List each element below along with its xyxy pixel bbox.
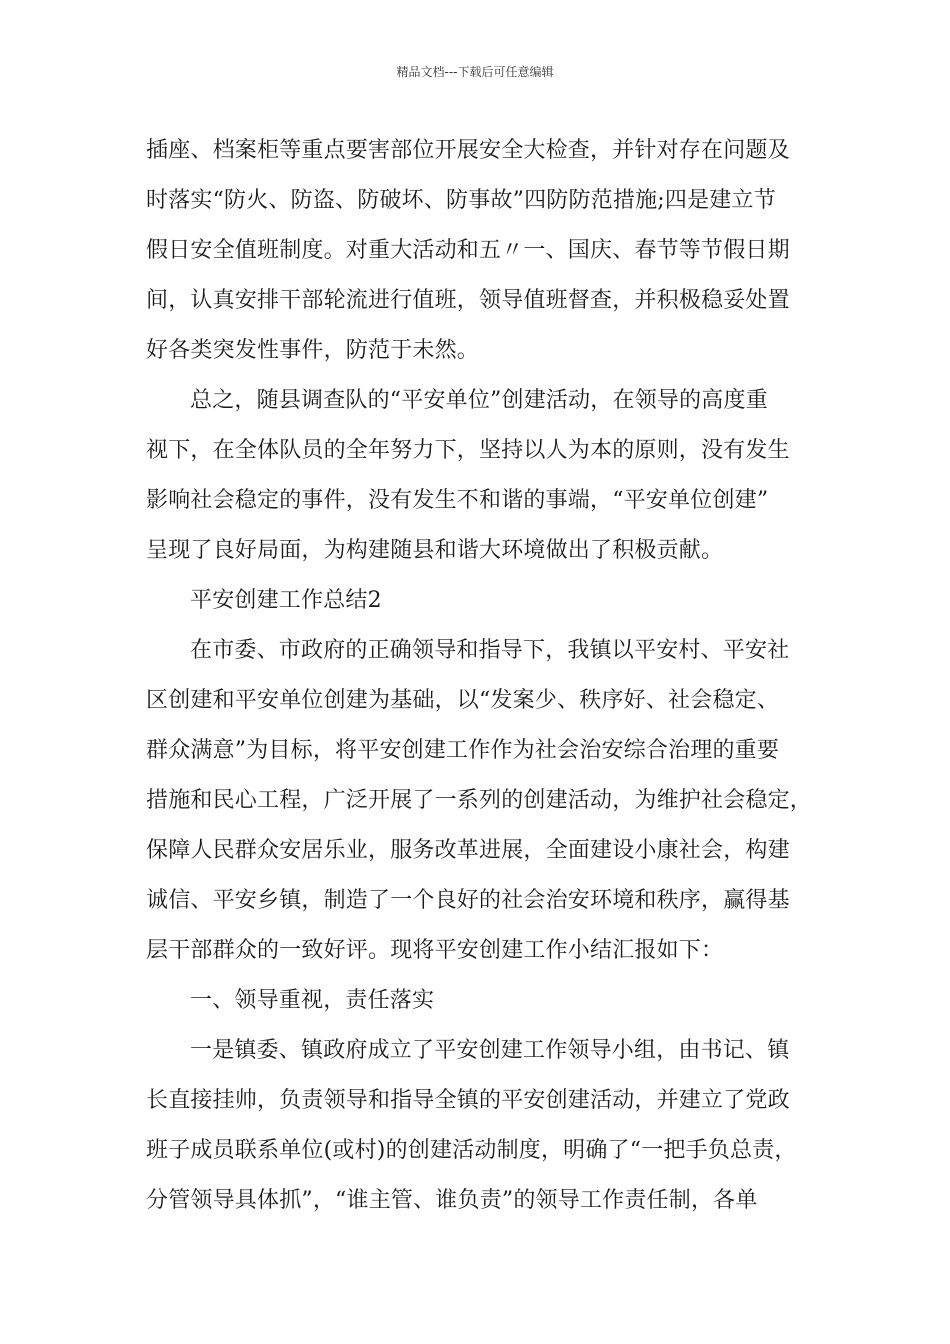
text-line: 区创建和平安单位创建为基础，以“发案少、秩序好、社会稳定、 <box>146 688 780 713</box>
document-body <box>146 126 814 1226</box>
text-line: 措施和民心工程，广泛开展了一系列的创建活动，为维护社会稳定， <box>146 788 813 813</box>
text-line: 假日安全值班制度。对重大活动和五〃一、国庆、春节等节假日期 <box>146 238 790 263</box>
page-header: 精品文档---下载后可任意编辑 <box>396 65 554 79</box>
paragraph-start-line: 一是镇委、镇政府成立了平安创建工作领导小组，由书记、镇 <box>190 1038 790 1063</box>
text-line: 插座、档案柜等重点要害部位开展安全大检查，并针对存在问题及 <box>146 138 790 163</box>
paragraph-start-line: 总之，随县调查队的“平安单位”创建活动，在领导的高度重 <box>190 388 768 413</box>
subsection-heading: 一、领导重视，责任落实 <box>190 988 435 1013</box>
text-line: 分管领导具体抓”，“谁主管、谁负责”的领导工作责任制，各单 <box>146 1188 758 1213</box>
text-line: 影响社会稳定的事件，没有发生不和谐的事端，“平安单位创建” <box>146 488 769 513</box>
paragraph-start-line: 在市委、市政府的正确领导和指导下，我镇以平安村、平安社 <box>190 638 790 663</box>
text-line: 班子成员联系单位(或村)的创建活动制度，明确了“一把手负总责， <box>146 1138 797 1163</box>
text-line: 诚信、平安乡镇，制造了一个良好的社会治安环境和秩序，赢得基 <box>146 888 790 913</box>
text-line: 长直接挂帅，负责领导和指导全镇的平安创建活动，并建立了党政 <box>146 1088 790 1113</box>
text-line: 间，认真安排干部轮流进行值班，领导值班督查，并积极稳妥处置 <box>146 288 790 313</box>
section-title: 平安创建工作总结2 <box>190 588 382 613</box>
text-line: 层干部群众的一致好评。现将平安创建工作小结汇报如下： <box>146 938 724 963</box>
text-line: 时落实“防火、防盗、防破坏、防事故”四防防范措施;四是建立节 <box>146 188 776 213</box>
text-line: 群众满意”为目标，将平安创建工作作为社会治安综合治理的重要 <box>146 738 780 763</box>
text-line: 好各类突发性事件，防范于未然。 <box>146 338 480 363</box>
text-line: 呈现了良好局面，为构建随县和谐大环境做出了积极贡献。 <box>146 538 724 563</box>
text-line: 视下，在全体队员的全年努力下，坚持以人为本的原则，没有发生 <box>146 438 790 463</box>
text-line: 保障人民群众安居乐业，服务改革进展，全面建设小康社会，构建 <box>146 838 790 863</box>
